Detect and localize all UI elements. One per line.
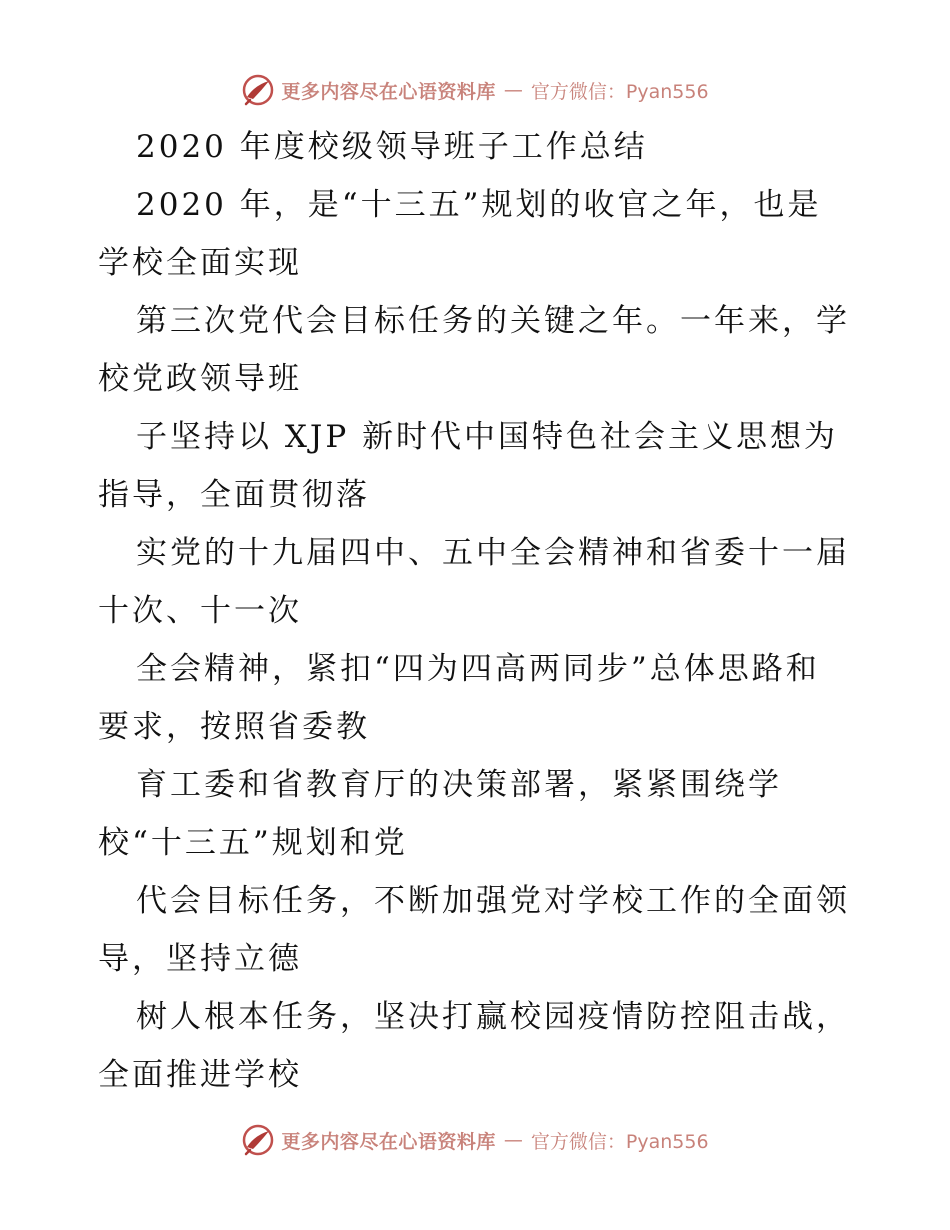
text-line: 全面推进学校 — [98, 1057, 302, 1093]
document-body — [98, 118, 858, 1104]
header-watermark — [0, 70, 950, 110]
text-line: 代会目标任务，不断加强党对学校工作的全面领 — [136, 883, 850, 919]
quill-logo-icon — [241, 73, 275, 107]
watermark-dash: — — [503, 1129, 523, 1151]
text-line: 要求，按照省委教 — [98, 709, 370, 745]
watermark-site-text: 更多内容尽在心语资料库 — [281, 80, 496, 103]
text-line: 实党的十九届四中、五中全会精神和省委十一届 — [136, 535, 850, 571]
text-line: 校党政领导班 — [98, 361, 302, 397]
text-line: 学校全面实现 — [98, 245, 302, 281]
document-title: 2020 年度校级领导班子工作总结 — [136, 129, 648, 165]
watermark-wechat-text: 官方微信：Pyan556 — [530, 80, 709, 103]
watermark-wechat-text: 官方微信：Pyan556 — [530, 1130, 709, 1153]
quill-logo-icon — [241, 1123, 275, 1157]
watermark-site-text: 更多内容尽在心语资料库 — [281, 1130, 496, 1153]
text-line: 导，坚持立德 — [98, 941, 302, 977]
text-line: 校“十三五”规划和党 — [98, 825, 408, 861]
text-line: 十次、十一次 — [98, 593, 302, 629]
watermark-dash: — — [503, 79, 523, 101]
text-line: 育工委和省教育厅的决策部署，紧紧围绕学 — [136, 767, 782, 803]
text-line: 指导，全面贯彻落 — [98, 477, 370, 513]
text-line: 第三次党代会目标任务的关键之年。一年来，学 — [136, 303, 850, 339]
text-line: 树人根本任务，坚决打赢校园疫情防控阻击战， — [136, 999, 850, 1035]
text-line: 全会精神，紧扣“四为四高两同步”总体思路和 — [136, 651, 820, 687]
text-line: 子坚持以 XJP 新时代中国特色社会主义思想为 — [136, 419, 839, 455]
text-line: 2020 年，是“十三五”规划的收官之年，也是 — [136, 187, 822, 223]
footer-watermark — [0, 1120, 950, 1160]
